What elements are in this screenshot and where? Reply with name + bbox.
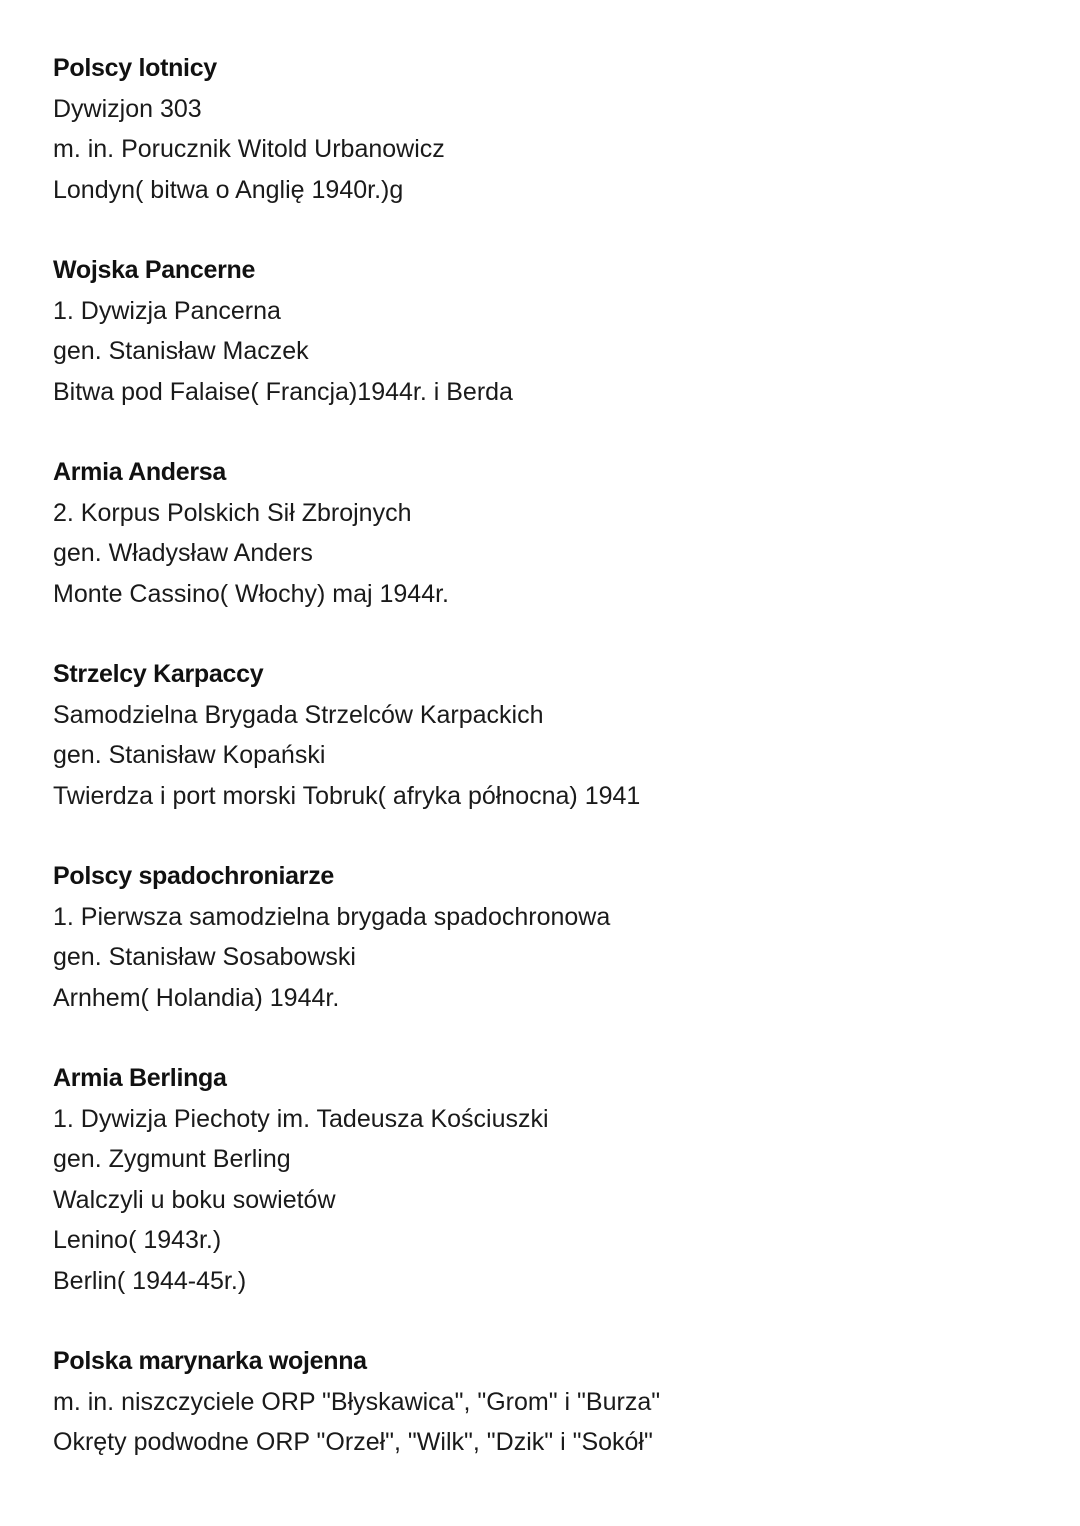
section-line: gen. Zygmunt Berling — [53, 1145, 291, 1173]
section-title: Wojska Pancerne — [53, 256, 256, 284]
section-line: Londyn( bitwa o Anglię 1940r.)g — [53, 175, 404, 204]
section-line: 1. Dywizja Pancerna — [53, 296, 281, 325]
section-polscy-lotnicy — [53, 48, 1043, 210]
section-line: gen. Stanisław Kopański — [53, 741, 326, 769]
section-title: Polska marynarka wojenna — [53, 1347, 367, 1375]
document-page — [53, 48, 1043, 1503]
section-line: Okręty podwodne ORP "Orzeł", "Wilk", "Dzik" i "Sokół" — [53, 1428, 653, 1456]
section-line: Dywizjon 303 — [53, 94, 202, 123]
section-line: Samodzielna Brygada Strzelców Karpackich — [53, 700, 544, 729]
section-strzelcy-karpaccy — [53, 654, 1043, 816]
section-line: Lenino( 1943r.) — [53, 1226, 222, 1254]
section-wojska-pancerne — [53, 250, 1043, 412]
section-title: Polscy spadochroniarze — [53, 862, 334, 890]
section-line: Walczyli u boku sowietów — [53, 1185, 336, 1214]
section-title: Armia Berlinga — [53, 1064, 227, 1092]
section-line: 1. Dywizja Piechoty im. Tadeusza Kościuszki — [53, 1104, 549, 1133]
section-line: m. in. Porucznik Witold Urbanowicz — [53, 135, 445, 163]
section-line: m. in. niszczyciele ORP "Błyskawica", "Grom" i "Burza" — [53, 1387, 661, 1416]
section-title: Polscy lotnicy — [53, 54, 217, 82]
section-line: gen. Władysław Anders — [53, 539, 313, 567]
section-armia-berlinga — [53, 1058, 1043, 1301]
section-polscy-spadochroniarze — [53, 856, 1043, 1018]
section-line: Berlin( 1944-45r.) — [53, 1266, 247, 1295]
section-line: Monte Cassino( Włochy) maj 1944r. — [53, 579, 449, 608]
section-line: 2. Korpus Polskich Sił Zbrojnych — [53, 498, 412, 527]
section-line: gen. Stanisław Sosabowski — [53, 943, 356, 971]
section-armia-andersa — [53, 452, 1043, 614]
section-polska-marynarka-wojenna — [53, 1341, 1043, 1463]
section-line: 1. Pierwsza samodzielna brygada spadochronowa — [53, 902, 611, 931]
section-line: Arnhem( Holandia) 1944r. — [53, 983, 340, 1012]
section-title: Strzelcy Karpaccy — [53, 660, 264, 688]
section-line: Bitwa pod Falaise( Francja)1944r. i Berda — [53, 377, 513, 406]
section-line: gen. Stanisław Maczek — [53, 337, 309, 365]
section-title: Armia Andersa — [53, 458, 227, 486]
section-line: Twierdza i port morski Tobruk( afryka północna) 1941 — [53, 781, 641, 810]
